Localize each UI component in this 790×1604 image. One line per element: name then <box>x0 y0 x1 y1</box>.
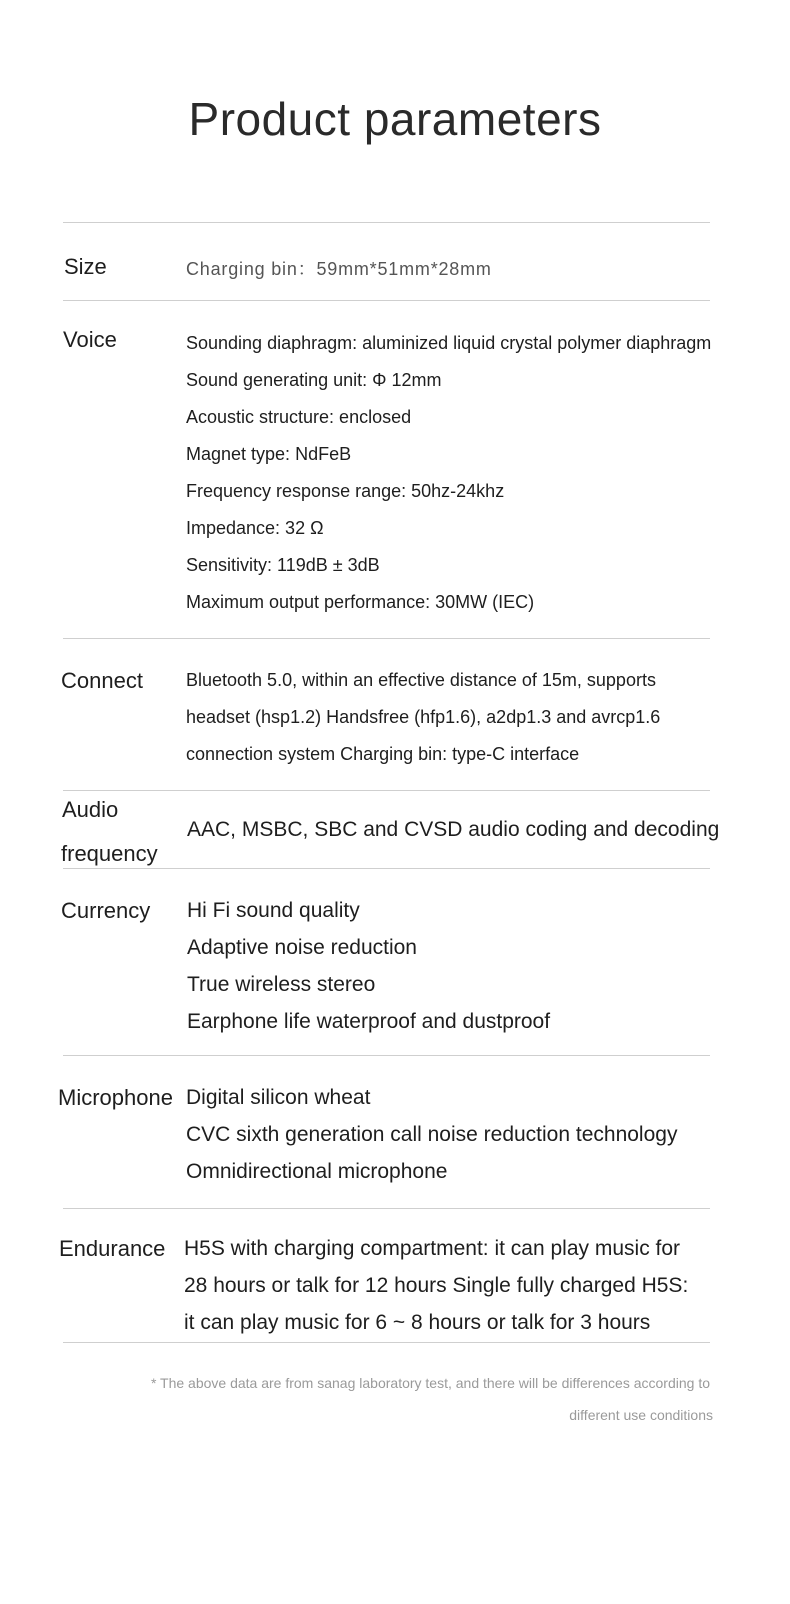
size-label: Size <box>64 254 107 279</box>
connect-label: Connect <box>61 668 143 693</box>
voice-line: Maximum output performance: 30MW (IEC) <box>186 592 535 612</box>
microphone-label: Microphone <box>58 1085 173 1110</box>
divider <box>63 790 710 791</box>
audio-value: AAC, MSBC, SBC and CVSD audio coding and decoding <box>187 818 720 841</box>
voice-line: Sound generating unit: Φ 12mm <box>186 370 442 390</box>
currency-line: Hi Fi sound quality <box>187 899 360 922</box>
microphone-line: Digital silicon wheat <box>186 1086 371 1109</box>
endurance-line: H5S with charging compartment: it can play music for <box>184 1237 681 1260</box>
voice-line: Magnet type: NdFeB <box>186 444 352 464</box>
currency-label: Currency <box>61 898 151 923</box>
endurance-line: 28 hours or talk for 12 hours Single fully charged H5S: <box>184 1274 689 1297</box>
divider <box>63 1055 710 1056</box>
currency-line: Adaptive noise reduction <box>187 936 417 959</box>
audio-label-line: frequency <box>61 841 158 866</box>
divider <box>63 1342 710 1343</box>
divider <box>63 222 710 223</box>
endurance-label: Endurance <box>59 1236 166 1261</box>
connect-line: headset (hsp1.2) Handsfree (hfp1.6), a2dp1.3 and avrcp1.6 <box>186 707 661 727</box>
voice-line: Acoustic structure: enclosed <box>186 407 412 427</box>
endurance-line: it can play music for 6 ~ 8 hours or talk for 3 hours <box>184 1311 651 1334</box>
microphone-line: CVC sixth generation call noise reduction technology <box>186 1123 678 1146</box>
connect-line: Bluetooth 5.0, within an effective distance of 15m, supports <box>186 670 656 690</box>
voice-line: Frequency response range: 50hz-24khz <box>186 481 505 501</box>
size-value: Charging bin：59mm*51mm*28mm <box>186 259 492 279</box>
footnote-line: different use conditions <box>569 1407 713 1423</box>
voice-line: Sensitivity: 119dB ± 3dB <box>186 555 380 575</box>
divider <box>63 300 710 301</box>
page-title: Product parameters <box>188 93 602 145</box>
currency-line: Earphone life waterproof and dustproof <box>187 1010 551 1033</box>
divider <box>63 1208 710 1209</box>
connect-line: connection system Charging bin: type-C interface <box>186 744 580 764</box>
divider <box>63 868 710 869</box>
footnote-line: * The above data are from sanag laboratory test, and there will be differences according to <box>150 1375 710 1391</box>
voice-line: Sounding diaphragm: aluminized liquid crystal polymer diaphragm <box>186 333 712 353</box>
divider <box>63 638 710 639</box>
microphone-line: Omnidirectional microphone <box>186 1160 448 1183</box>
voice-line: Impedance: 32 Ω <box>186 518 324 538</box>
currency-line: True wireless stereo <box>187 973 376 996</box>
voice-label: Voice <box>63 327 117 352</box>
audio-label-line: Audio <box>62 797 119 822</box>
